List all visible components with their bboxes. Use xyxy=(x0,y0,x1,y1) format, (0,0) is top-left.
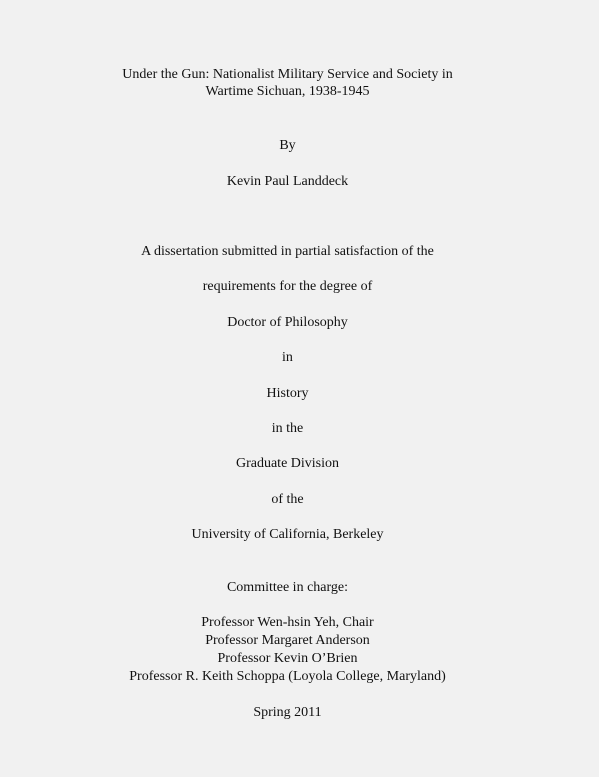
statement-in: in xyxy=(282,350,293,365)
author-name: Kevin Paul Landdeck xyxy=(226,174,349,189)
division-name: Graduate Division xyxy=(235,456,340,471)
degree-name: Doctor of Philosophy xyxy=(227,315,348,330)
by-label: By xyxy=(279,138,296,153)
submission-date: Spring 2011 xyxy=(253,705,322,720)
statement-line-2: requirements for the degree of xyxy=(202,279,373,294)
title-line-1: Under the Gun: Nationalist Military Service and Society in xyxy=(122,67,453,82)
committee-heading: Committee in charge: xyxy=(226,580,349,595)
statement-line-1: A dissertation submitted in partial satisfaction of the xyxy=(141,244,434,259)
title-line-2: Wartime Sichuan, 1938-1945 xyxy=(205,84,370,99)
field-name: History xyxy=(266,386,309,401)
statement-of-the: of the xyxy=(271,492,304,507)
university-name: University of California, Berkeley xyxy=(191,527,384,542)
committee-member: Professor Kevin O’Brien xyxy=(217,651,358,666)
committee-member: Professor R. Keith Schoppa (Loyola College, Maryland) xyxy=(129,669,446,684)
statement-in-the: in the xyxy=(271,421,304,436)
committee-member: Professor Margaret Anderson xyxy=(205,633,370,648)
committee-member: Professor Wen-hsin Yeh, Chair xyxy=(201,615,374,630)
